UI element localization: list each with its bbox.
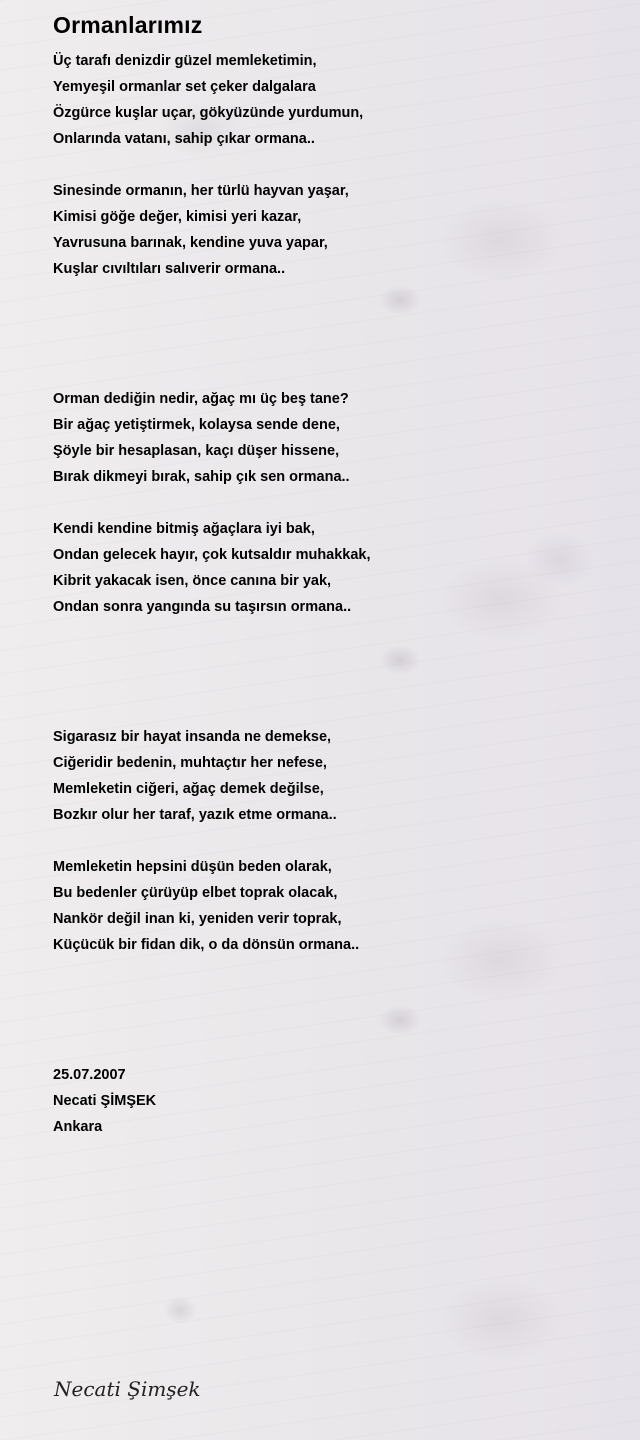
poem-line: Yemyeşil ormanlar set çeker dalgalara xyxy=(53,79,316,95)
section-gap xyxy=(53,620,613,724)
poem-line: Kendi kendine bitmiş ağaçlara iyi bak, xyxy=(53,521,315,537)
poem-line: Memleketin ciğeri, ağaç demek değilse, xyxy=(53,781,324,797)
poem-line: Özgürce kuşlar uçar, gökyüzünde yurdumun, xyxy=(53,105,364,121)
poem-city: Ankara xyxy=(53,1119,103,1135)
poem-line: Kuşlar cıvıltıları salıverir ormana.. xyxy=(53,261,286,277)
poem-line: Bozkır olur her taraf, yazık etme ormana.. xyxy=(53,807,337,823)
poem-line: Sinesinde ormanın, her türlü hayvan yaşar, xyxy=(53,183,349,199)
stanza-4 xyxy=(53,516,613,620)
stanza-6 xyxy=(53,854,613,958)
poem-footer xyxy=(53,1062,613,1140)
poem-line: Bırak dikmeyi bırak, sahip çık sen ormana.. xyxy=(53,469,350,485)
poem-line: Onlarında vatanı, sahip çıkar ormana.. xyxy=(53,131,315,147)
poem-author: Necati ŞİMŞEK xyxy=(53,1093,157,1109)
stanza-3 xyxy=(53,386,613,490)
poem-line: Üç tarafı denizdir güzel memleketimin, xyxy=(53,53,317,69)
poem-line: Ondan sonra yangında su taşırsın ormana.. xyxy=(53,599,352,615)
poem-line: Küçücük bir fidan dik, o da dönsün ormana.. xyxy=(53,937,360,953)
poem-line: Orman dediğin nedir, ağaç mı üç beş tane? xyxy=(53,391,349,407)
poem-line: Bu bedenler çürüyüp elbet toprak olacak, xyxy=(53,885,338,901)
poem-line: Yavrusuna barınak, kendine yuva yapar, xyxy=(53,235,328,251)
stanza-gap xyxy=(53,490,613,516)
stanza-gap xyxy=(53,152,613,178)
poem-line: Sigarasız bir hayat insanda ne demekse, xyxy=(53,729,332,745)
poem-line: Kibrit yakacak isen, önce canına bir yak, xyxy=(53,573,332,589)
poem-page xyxy=(53,8,613,1140)
poem-line: Kimisi göğe değer, kimisi yeri kazar, xyxy=(53,209,302,225)
poem-line: Ciğeridir bedenin, muhtaçtır her nefese, xyxy=(53,755,327,771)
stanza-5 xyxy=(53,724,613,828)
stanza-1 xyxy=(53,48,613,152)
stanza-gap xyxy=(53,828,613,854)
poem-line: Şöyle bir hesaplasan, kaçı düşer hissene, xyxy=(53,443,340,459)
poem-line: Ondan gelecek hayır, çok kutsaldır muhakkak, xyxy=(53,547,371,563)
poem-title: Ormanlarımız xyxy=(53,12,203,38)
poem-date: 25.07.2007 xyxy=(53,1067,126,1083)
stanza-2 xyxy=(53,178,613,282)
poem-line: Bir ağaç yetiştirmek, kolaysa sende dene, xyxy=(53,417,340,433)
section-gap xyxy=(53,282,613,386)
poem-line: Nankör değil inan ki, yeniden verir toprak, xyxy=(53,911,342,927)
section-gap xyxy=(53,958,613,1062)
author-signature: Necati Şimşek xyxy=(54,1377,201,1401)
poem-line: Memleketin hepsini düşün beden olarak, xyxy=(53,859,332,875)
